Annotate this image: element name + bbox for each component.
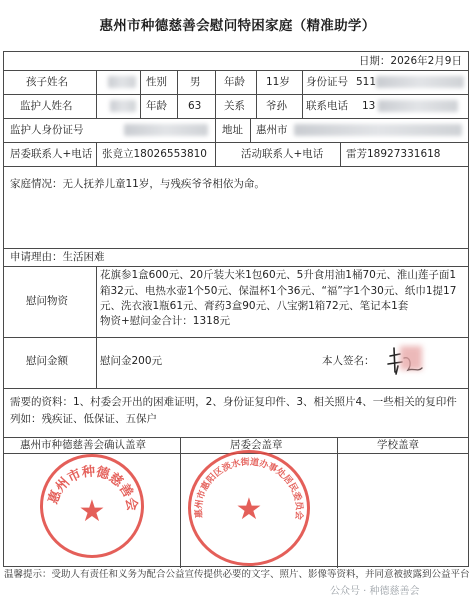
col-line xyxy=(215,142,216,166)
page-title: 惠州市种德慈善会慰问特困家庭（精准助学） xyxy=(99,18,376,34)
col-line xyxy=(96,94,97,118)
gender-value: 男 xyxy=(190,76,201,88)
col-line xyxy=(256,94,257,118)
charity-stamp-label: 惠州市种德慈善会确认盖章 xyxy=(20,439,146,451)
col-line xyxy=(96,70,97,94)
resident-contact-value: 张竟立18026553810 xyxy=(102,148,207,160)
activity-contact-value: 雷芳18927331618 xyxy=(346,148,441,160)
age-value: 11岁 xyxy=(266,76,290,88)
activity-contact-label: 活动联系人+电话 xyxy=(241,148,324,160)
redacted-phone xyxy=(378,100,458,112)
col-line xyxy=(96,266,97,388)
apply-reason: 申请理由：生活困难 xyxy=(10,251,105,263)
address-value: 惠州市 xyxy=(256,124,288,136)
age-label: 年龄 xyxy=(224,76,245,88)
goods-total: 物资+慰问金合计：1318元 xyxy=(100,315,231,327)
col-line xyxy=(256,70,257,94)
id-value: 511 xyxy=(356,76,377,88)
required-materials: 需要的资料：1、村委会开出的困难证明，2、身份证复印件、3、相关照片4、一些相关的复印件列如：残疾证、低保证、五保户 xyxy=(10,396,457,425)
relation-label: 关系 xyxy=(224,100,245,112)
col-line xyxy=(340,142,341,166)
redacted-address xyxy=(294,124,462,136)
resident-contact-label: 居委联系人+电话 xyxy=(10,148,93,160)
col-line xyxy=(250,118,251,142)
charity-seal xyxy=(40,454,144,558)
money-value: 慰问金200元 xyxy=(100,355,163,367)
guardian-id-label: 监护人身份证号 xyxy=(10,124,84,136)
handwritten-signature xyxy=(384,342,428,378)
resident-seal-text: 惠州市惠阳区淡水街道办事处居民委员会 xyxy=(194,457,304,521)
col-line xyxy=(302,94,303,118)
col-line xyxy=(302,70,303,94)
guardian-age-label: 年龄 xyxy=(146,100,167,112)
row-line xyxy=(4,70,468,71)
seal-star-icon: ★ xyxy=(235,492,263,527)
col-line xyxy=(140,94,141,118)
row-line xyxy=(4,337,468,338)
row-line xyxy=(4,94,468,95)
col-line xyxy=(215,70,216,94)
col-line xyxy=(177,94,178,118)
guardian-age-value: 63 xyxy=(188,100,202,112)
col-line xyxy=(337,437,338,568)
row-line xyxy=(4,166,468,167)
charity-seal-text: 惠州市种德慈善会 xyxy=(46,464,140,513)
resident-stamp-label: 居委会盖章 xyxy=(230,439,283,451)
family-situation: 家庭情况：无人抚养儿童11岁，与残疾爷爷相依为命。 xyxy=(10,178,265,190)
goods-label: 慰问物资 xyxy=(26,295,68,307)
redacted-id-number xyxy=(376,76,464,88)
aid-form-table xyxy=(3,51,469,567)
school-stamp-label: 学校盖章 xyxy=(377,439,419,451)
goods-list: 花旗参1盒600元、20斤装大米1包60元、5升食用油1桶70元、淮山莲子面1箱32元、电热水壶1个50元、保温杯1个36元、“福”字1个30元、纸巾1提17元、洗衣液1瓶61元、膏药3盒90元、八宝粥1箱72元、笔记本1套 xyxy=(100,269,457,312)
address-label: 地址 xyxy=(222,124,243,136)
gender-label: 性别 xyxy=(146,76,167,88)
id-label: 身份证号 xyxy=(306,76,348,88)
footer-notice: 温馨提示：受助人有责任和义务为配合公益宣传提供必要的文字、照片、影像等资料，并同意被披露到公益平台 xyxy=(4,569,470,580)
redacted-child-name xyxy=(108,76,136,88)
row-line xyxy=(4,248,468,249)
money-label: 慰问金额 xyxy=(26,355,68,367)
phone-value: 13 xyxy=(362,100,376,112)
col-line xyxy=(180,437,181,568)
signature-label: 本人签名： xyxy=(322,355,375,367)
row-line xyxy=(4,388,468,389)
row-line xyxy=(4,142,468,143)
col-line xyxy=(215,94,216,118)
redacted-guardian-id xyxy=(124,124,208,136)
resident-committee-seal xyxy=(188,450,310,566)
relation-value: 爷孙 xyxy=(266,100,287,112)
col-line xyxy=(140,70,141,94)
phone-label: 联系电话 xyxy=(306,100,348,112)
guardian-name-label: 监护人姓名 xyxy=(20,100,73,112)
row-line xyxy=(4,437,468,438)
col-line xyxy=(96,142,97,166)
row-line xyxy=(4,266,468,267)
col-line xyxy=(177,70,178,94)
col-line xyxy=(215,118,216,142)
redacted-guardian-name xyxy=(110,100,136,112)
form-date: 日期：2026年2月9日 xyxy=(358,55,462,67)
row-line xyxy=(4,118,468,119)
seal-star-icon: ★ xyxy=(78,494,106,529)
watermark: 公众号 · 种德慈善会 xyxy=(330,586,420,597)
child-name-label: 孩子姓名 xyxy=(26,76,68,88)
